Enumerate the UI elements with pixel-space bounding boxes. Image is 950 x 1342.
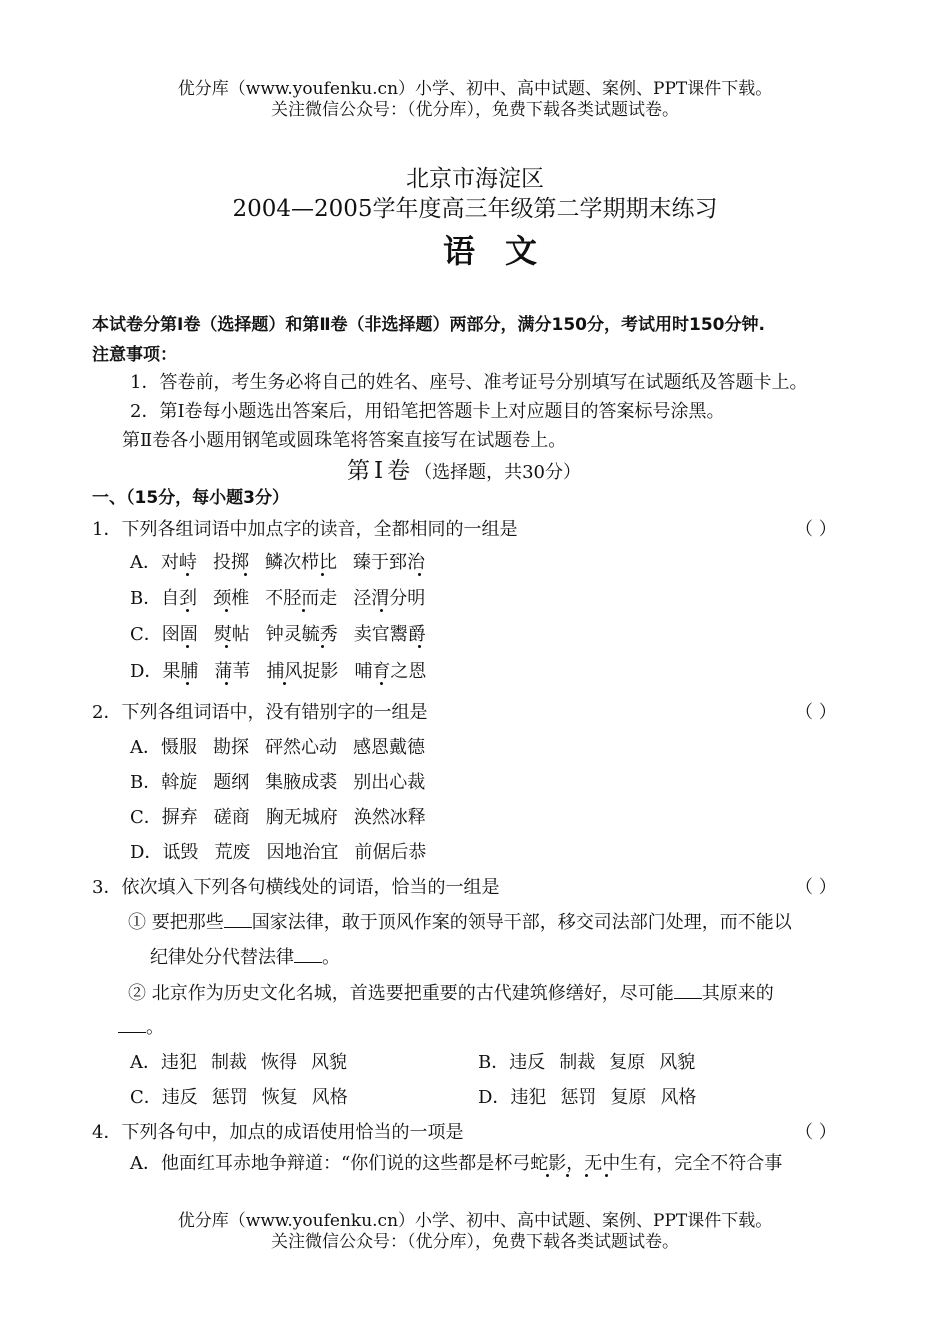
option-word: 胸无城府 bbox=[265, 807, 338, 828]
q3-option-a bbox=[130, 1048, 363, 1074]
emphasis-dot bbox=[225, 609, 228, 612]
q3-answer-paren: （ ） bbox=[795, 877, 837, 898]
q1-option-b bbox=[130, 584, 441, 610]
option-word: 囹圄 bbox=[161, 624, 198, 645]
option-word: 慑服 bbox=[161, 737, 197, 758]
option-word: 熨帖 bbox=[213, 624, 250, 645]
q3-s1-part-a: ① 要把那些 bbox=[128, 912, 224, 933]
option-letter: B． bbox=[478, 1052, 510, 1073]
option-word: 风貌 bbox=[311, 1052, 347, 1073]
emphasis-dot bbox=[380, 609, 383, 612]
emphasis-dot bbox=[302, 609, 305, 612]
emphasis-dot bbox=[546, 1174, 549, 1177]
option-word: 涣然冰释 bbox=[353, 807, 426, 828]
part-one-heading bbox=[347, 452, 581, 485]
option-word: 惩罚 bbox=[211, 1087, 248, 1108]
option-word: 泾渭分明 bbox=[353, 588, 426, 609]
option-word: 制裁 bbox=[559, 1052, 596, 1073]
option-letter: C． bbox=[130, 624, 162, 645]
q2-answer-paren: （ ） bbox=[795, 702, 837, 723]
emphasis-dot bbox=[225, 682, 228, 685]
option-word: 感恩戴德 bbox=[353, 737, 425, 758]
option-word: 集腋成裘 bbox=[265, 772, 338, 793]
option-letter: C． bbox=[130, 1087, 162, 1108]
option-word: 勘探 bbox=[213, 737, 249, 758]
q4-answer-paren: （ ） bbox=[795, 1122, 837, 1143]
option-word: 投掷 bbox=[213, 552, 249, 573]
emphasis-dot bbox=[186, 609, 189, 612]
exam-summary: 本试卷分第Ⅰ卷（选择题）和第Ⅱ卷（非选择题）两部分，满分150分，考试用时150分钟. bbox=[92, 315, 765, 335]
q1-answer-paren: （ ） bbox=[795, 519, 837, 540]
q3-s1-part-b: 国家法律，敢于顶风作案的领导干部，移交司法部门处理，而不能以 bbox=[251, 912, 792, 933]
q3-sentence-2 bbox=[128, 979, 774, 1005]
option-word: 磋商 bbox=[213, 807, 250, 828]
emphasis-dot bbox=[585, 1174, 588, 1177]
q1-option-d bbox=[130, 657, 442, 683]
q4-option-a-part-a: A．他面红耳赤地争辩道：“你们说的这些都是 bbox=[130, 1153, 495, 1174]
footer-watermark-line2: 关注微信公众号：（优分库），免费下载各类试题试卷。 bbox=[271, 1232, 679, 1252]
q3-option-b bbox=[478, 1048, 711, 1074]
notes-heading: 注意事项： bbox=[92, 345, 177, 365]
option-word: 违反 bbox=[161, 1087, 198, 1108]
option-word: 自刭 bbox=[161, 588, 198, 609]
option-letter: A． bbox=[130, 1052, 161, 1073]
q2-option-d bbox=[130, 838, 442, 864]
option-word: 卖官鬻爵 bbox=[353, 624, 426, 645]
exam-region-title: 北京市海淀区 bbox=[406, 166, 544, 192]
part-one-desc: （选择题，共30分） bbox=[414, 462, 581, 483]
emphasis-dot bbox=[244, 573, 247, 576]
option-word: 惩罚 bbox=[560, 1087, 597, 1108]
option-word: 复原 bbox=[609, 1052, 646, 1073]
q2-option-b bbox=[130, 768, 441, 794]
option-word: 颈椎 bbox=[213, 588, 250, 609]
option-word: 果脯 bbox=[162, 661, 199, 682]
option-word: 制裁 bbox=[211, 1052, 247, 1073]
header-watermark-line1: 优分库（www.youfenku.cn）小学、初中、高中试题、案例、PPT课件下载。 bbox=[177, 79, 773, 99]
option-word: 捕风捉影 bbox=[266, 661, 339, 682]
fill-blank bbox=[674, 982, 702, 999]
q2-option-c bbox=[130, 803, 442, 829]
option-word: 因地治宜 bbox=[266, 842, 339, 863]
option-word: 风格 bbox=[311, 1087, 348, 1108]
emphasis-dot bbox=[321, 645, 324, 648]
exam-term-title: 2004—2005学年度高三年级第二学期期末练习 bbox=[232, 196, 718, 222]
option-word: 题纲 bbox=[213, 772, 250, 793]
option-word: 风貌 bbox=[659, 1052, 696, 1073]
option-word: 斡旋 bbox=[161, 772, 198, 793]
option-word: 诋毁 bbox=[162, 842, 199, 863]
option-word: 复原 bbox=[610, 1087, 647, 1108]
option-word: 前倨后恭 bbox=[354, 842, 427, 863]
q4-stem: 4．下列各句中，加点的成语使用恰当的一项是 bbox=[92, 1122, 464, 1143]
q3-s2-part-b: 其原来的 bbox=[701, 983, 774, 1004]
q3-stem: 3．依次填入下列各句横线处的词语，恰当的一组是 bbox=[92, 877, 500, 898]
emphasis-dot bbox=[225, 645, 228, 648]
fill-blank bbox=[294, 946, 322, 963]
emphasis-dot bbox=[321, 573, 324, 576]
q1-stem: 1．下列各组词语中加点字的读音，全都相同的一组是 bbox=[92, 519, 518, 540]
option-word: 哺育之恩 bbox=[354, 661, 427, 682]
q3-option-c bbox=[130, 1083, 364, 1109]
q2-option-a bbox=[130, 733, 441, 759]
option-word: 蒲苇 bbox=[214, 661, 251, 682]
part-one-label: 第Ⅰ卷 bbox=[347, 458, 415, 484]
option-letter: B． bbox=[130, 772, 162, 793]
note-3: 第Ⅱ卷各小题用钢笔或圆珠笔将答案直接写在试题卷上。 bbox=[122, 430, 567, 451]
q1-option-c bbox=[130, 620, 442, 646]
q2-stem: 2．下列各组词语中，没有错别字的一组是 bbox=[92, 702, 428, 723]
q4-dotted-idiom: 杯弓蛇影 bbox=[494, 1153, 567, 1174]
option-word: 恢得 bbox=[261, 1052, 297, 1073]
q3-option-d bbox=[478, 1083, 712, 1109]
emphasis-dot bbox=[418, 573, 421, 576]
emphasis-dot bbox=[566, 1174, 569, 1177]
q3-s1-part-c: 纪律处分代替法律 bbox=[150, 947, 294, 968]
option-word: 摒弃 bbox=[161, 807, 198, 828]
emphasis-dot bbox=[186, 682, 189, 685]
emphasis-dot bbox=[605, 1174, 608, 1177]
option-letter: A． bbox=[130, 737, 161, 758]
subject-title: 语文 bbox=[442, 232, 567, 270]
option-word: 鳞次栉比 bbox=[265, 552, 337, 573]
emphasis-dot bbox=[380, 682, 383, 685]
q4-option-a-part-b: ，无中生有，完全不符合事 bbox=[566, 1153, 783, 1174]
q3-sentence-2-cont bbox=[118, 1013, 164, 1039]
option-word: 砰然心动 bbox=[265, 737, 337, 758]
option-word: 别出心裁 bbox=[353, 772, 426, 793]
fill-blank bbox=[224, 911, 252, 928]
option-word: 违反 bbox=[509, 1052, 546, 1073]
option-word: 违犯 bbox=[510, 1087, 547, 1108]
option-word: 恢复 bbox=[261, 1087, 298, 1108]
q3-s1-end: 。 bbox=[322, 947, 340, 968]
option-word: 荒废 bbox=[214, 842, 251, 863]
header-watermark-line2: 关注微信公众号：（优分库），免费下载各类试题试卷。 bbox=[271, 100, 679, 120]
option-word: 钟灵毓秀 bbox=[265, 624, 338, 645]
q3-s2-part-a: ② 北京作为历史文化名城，首选要把重要的古代建筑修缮好，尽可能 bbox=[128, 983, 674, 1004]
option-letter: B． bbox=[130, 588, 162, 609]
q3-sentence-1-cont bbox=[150, 943, 340, 969]
note-2: 2．第Ⅰ卷每小题选出答案后，用铅笔把答题卡上对应题目的答案标号涂黑。 bbox=[130, 401, 725, 422]
emphasis-dot bbox=[418, 645, 421, 648]
q1-option-a bbox=[130, 548, 441, 574]
q3-sentence-1 bbox=[128, 908, 792, 934]
option-word: 不胫而走 bbox=[265, 588, 338, 609]
option-letter: D． bbox=[478, 1087, 511, 1108]
emphasis-dot bbox=[186, 573, 189, 576]
option-letter: D． bbox=[130, 661, 163, 682]
option-letter: C． bbox=[130, 807, 162, 828]
fill-blank bbox=[118, 1016, 146, 1033]
emphasis-dot bbox=[186, 645, 189, 648]
section-one-heading: 一、（15分，每小题3分） bbox=[92, 488, 289, 508]
option-letter: A． bbox=[130, 552, 161, 573]
option-word: 臻于郅治 bbox=[353, 552, 425, 573]
emphasis-dot bbox=[283, 682, 286, 685]
note-1: 1．答卷前，考生务必将自己的姓名、座号、准考证号分别填写在试题纸及答题卡上。 bbox=[130, 372, 808, 393]
footer-watermark-line1: 优分库（www.youfenku.cn）小学、初中、高中试题、案例、PPT课件下载。 bbox=[177, 1211, 773, 1231]
q3-s2-end: 。 bbox=[146, 1017, 164, 1038]
q4-option-a bbox=[130, 1149, 782, 1175]
option-word: 风格 bbox=[660, 1087, 697, 1108]
option-word: 对峙 bbox=[161, 552, 197, 573]
option-word: 违犯 bbox=[161, 1052, 197, 1073]
option-letter: D． bbox=[130, 842, 163, 863]
